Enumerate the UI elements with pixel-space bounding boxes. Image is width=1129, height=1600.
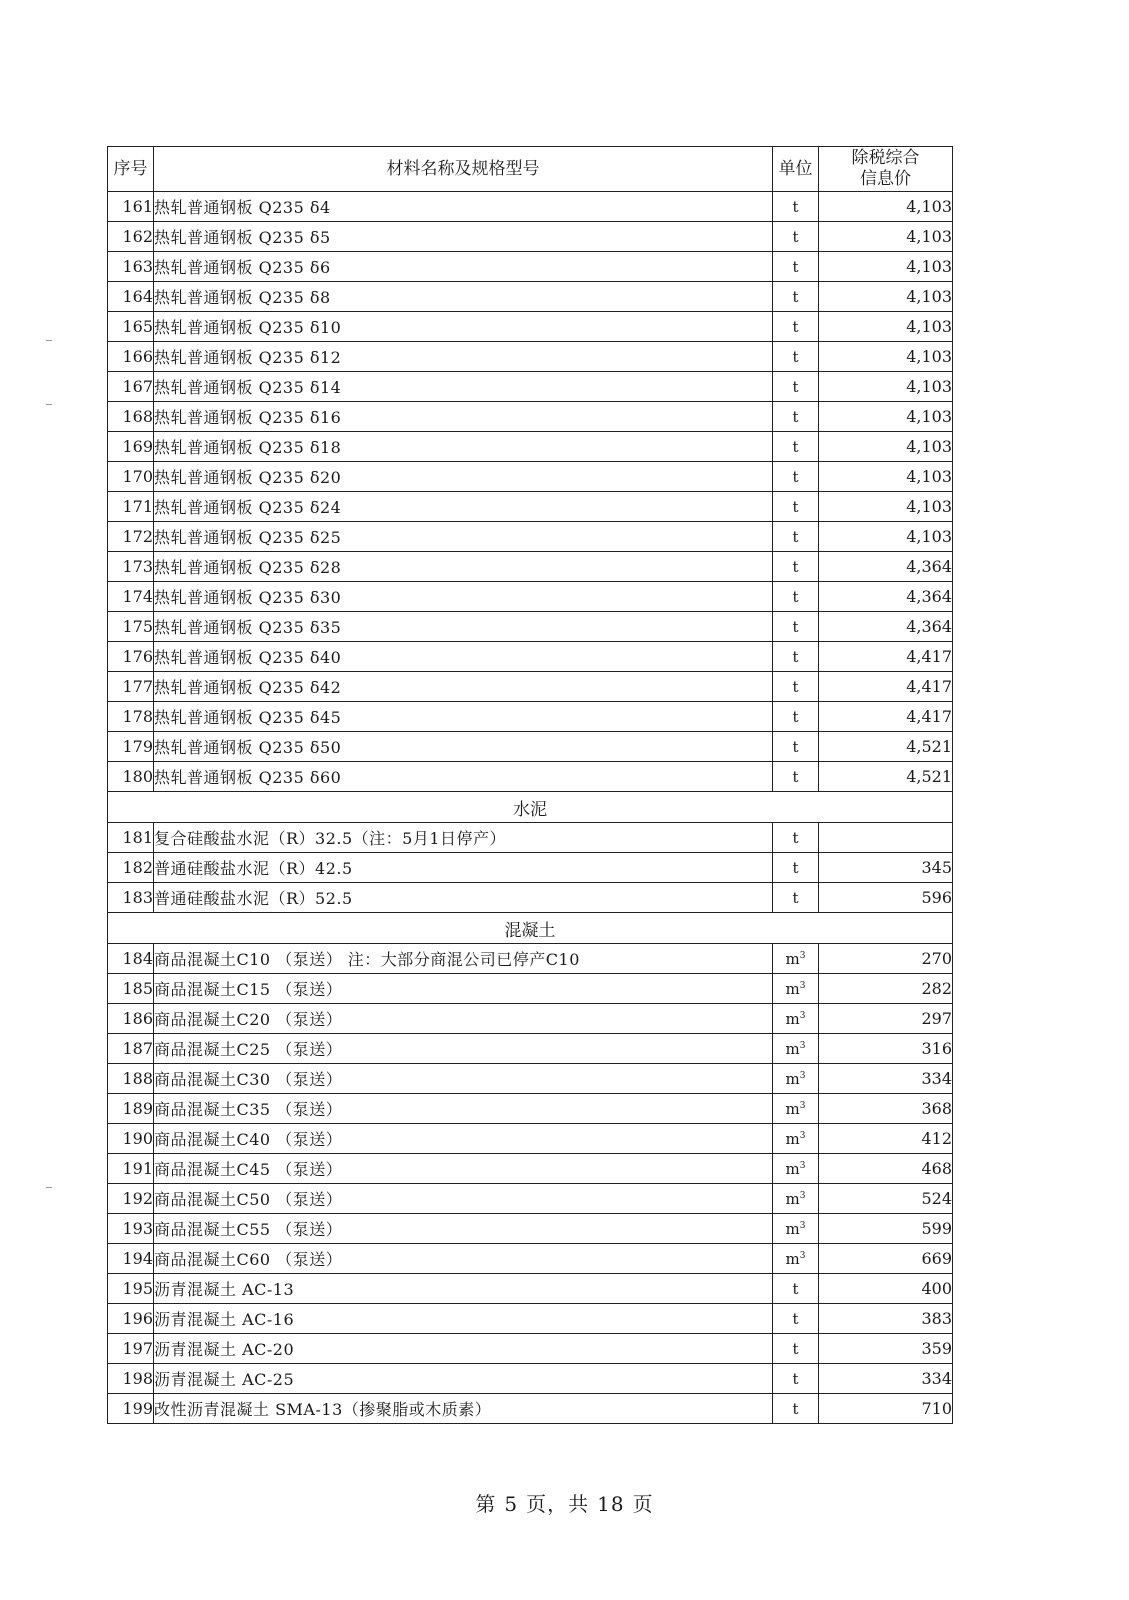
price: 4,364 xyxy=(819,612,953,642)
unit: t xyxy=(773,522,819,552)
table-row xyxy=(108,222,953,252)
row-number: 174 xyxy=(108,582,154,612)
price: 4,521 xyxy=(819,762,953,792)
table-row xyxy=(108,1154,953,1184)
unit: t xyxy=(773,552,819,582)
row-number: 178 xyxy=(108,702,154,732)
table-row xyxy=(108,462,953,492)
table-row xyxy=(108,252,953,282)
table-row xyxy=(108,432,953,462)
table-row xyxy=(108,1034,953,1064)
table-row xyxy=(108,944,953,974)
material-name: 热轧普通钢板 Q235 δ50 xyxy=(154,732,773,762)
unit: t xyxy=(773,1274,819,1304)
material-name: 热轧普通钢板 Q235 δ40 xyxy=(154,642,773,672)
row-number: 166 xyxy=(108,342,154,372)
price: 4,417 xyxy=(819,642,953,672)
material-name: 热轧普通钢板 Q235 δ5 xyxy=(154,222,773,252)
row-number: 167 xyxy=(108,372,154,402)
price: 4,103 xyxy=(819,372,953,402)
row-number: 162 xyxy=(108,222,154,252)
price: 4,103 xyxy=(819,402,953,432)
material-name: 普通硅酸盐水泥（R）42.5 xyxy=(154,853,773,883)
row-number: 182 xyxy=(108,853,154,883)
row-number: 171 xyxy=(108,492,154,522)
row-number: 191 xyxy=(108,1154,154,1184)
row-number: 198 xyxy=(108,1364,154,1394)
row-number: 175 xyxy=(108,612,154,642)
unit: $m^3$ xyxy=(773,1214,819,1244)
row-number: 186 xyxy=(108,1004,154,1034)
header-no: 序号 xyxy=(108,147,154,192)
table-row xyxy=(108,192,953,222)
unit: t xyxy=(773,1364,819,1394)
unit: t xyxy=(773,192,819,222)
header-price-line1: 除税综合 xyxy=(851,148,920,168)
price: 4,417 xyxy=(819,702,953,732)
row-number: 177 xyxy=(108,672,154,702)
material-name: 热轧普通钢板 Q235 δ35 xyxy=(154,612,773,642)
price: 383 xyxy=(819,1304,953,1334)
table-row xyxy=(108,1004,953,1034)
material-name: 热轧普通钢板 Q235 δ10 xyxy=(154,312,773,342)
table-row xyxy=(108,1094,953,1124)
material-name: 商品混凝土C15 （泵送） xyxy=(154,974,773,1004)
material-name: 热轧普通钢板 Q235 δ8 xyxy=(154,282,773,312)
footer-total-pages: 18 xyxy=(597,1492,625,1516)
unit: t xyxy=(773,342,819,372)
price: 400 xyxy=(819,1274,953,1304)
footer-current-page: 5 xyxy=(504,1492,519,1516)
material-name: 热轧普通钢板 Q235 δ18 xyxy=(154,432,773,462)
price: 4,364 xyxy=(819,582,953,612)
table-row xyxy=(108,342,953,372)
unit: t xyxy=(773,282,819,312)
material-name: 商品混凝土C50 （泵送） xyxy=(154,1184,773,1214)
table-row xyxy=(108,762,953,792)
unit: t xyxy=(773,702,819,732)
row-number: 189 xyxy=(108,1094,154,1124)
row-number: 170 xyxy=(108,462,154,492)
price: 4,364 xyxy=(819,552,953,582)
section-row xyxy=(108,792,953,823)
unit: $m^3$ xyxy=(773,1124,819,1154)
row-number: 165 xyxy=(108,312,154,342)
price: 345 xyxy=(819,853,953,883)
table-row xyxy=(108,552,953,582)
unit: $m^3$ xyxy=(773,944,819,974)
unit: t xyxy=(773,402,819,432)
unit: t xyxy=(773,612,819,642)
unit: t xyxy=(773,732,819,762)
material-name: 商品混凝土C10 （泵送） 注：大部分商混公司已停产C10 xyxy=(154,944,773,974)
unit: t xyxy=(773,222,819,252)
unit: t xyxy=(773,762,819,792)
scan-mark xyxy=(46,340,52,341)
material-name: 热轧普通钢板 Q235 δ12 xyxy=(154,342,773,372)
table-row xyxy=(108,974,953,1004)
price xyxy=(819,823,953,853)
price: 599 xyxy=(819,1214,953,1244)
table-row xyxy=(108,582,953,612)
row-number: 161 xyxy=(108,192,154,222)
unit: t xyxy=(773,1334,819,1364)
table-row xyxy=(108,823,953,853)
price: 4,103 xyxy=(819,462,953,492)
row-number: 199 xyxy=(108,1394,154,1424)
table-row xyxy=(108,1064,953,1094)
material-name: 沥青混凝土 AC-20 xyxy=(154,1334,773,1364)
row-number: 163 xyxy=(108,252,154,282)
footer-suffix: 页 xyxy=(632,1492,654,1516)
table-row xyxy=(108,1214,953,1244)
table-header-row xyxy=(108,147,953,192)
material-name: 商品混凝土C35 （泵送） xyxy=(154,1094,773,1124)
row-number: 180 xyxy=(108,762,154,792)
material-name: 热轧普通钢板 Q235 δ60 xyxy=(154,762,773,792)
price: 4,417 xyxy=(819,672,953,702)
material-name: 商品混凝土C25 （泵送） xyxy=(154,1034,773,1064)
unit: t xyxy=(773,582,819,612)
material-name: 热轧普通钢板 Q235 δ42 xyxy=(154,672,773,702)
table-row xyxy=(108,372,953,402)
unit: t xyxy=(773,432,819,462)
table-row xyxy=(108,1304,953,1334)
table-row xyxy=(108,312,953,342)
table-row xyxy=(108,1394,953,1424)
price: 359 xyxy=(819,1334,953,1364)
scan-mark xyxy=(46,1187,52,1188)
row-number: 172 xyxy=(108,522,154,552)
row-number: 187 xyxy=(108,1034,154,1064)
material-name: 商品混凝土C60 （泵送） xyxy=(154,1244,773,1274)
material-name: 沥青混凝土 AC-16 xyxy=(154,1304,773,1334)
table-row xyxy=(108,853,953,883)
material-name: 商品混凝土C40 （泵送） xyxy=(154,1124,773,1154)
material-name: 商品混凝土C45 （泵送） xyxy=(154,1154,773,1184)
unit: t xyxy=(773,642,819,672)
table-row xyxy=(108,612,953,642)
material-name: 热轧普通钢板 Q235 δ30 xyxy=(154,582,773,612)
scan-mark xyxy=(46,404,52,405)
material-name: 普通硅酸盐水泥（R）52.5 xyxy=(154,883,773,913)
unit: t xyxy=(773,492,819,522)
price: 4,103 xyxy=(819,312,953,342)
unit: t xyxy=(773,462,819,492)
unit: t xyxy=(773,1394,819,1424)
row-number: 190 xyxy=(108,1124,154,1154)
unit: t xyxy=(773,252,819,282)
unit: t xyxy=(773,853,819,883)
header-price xyxy=(819,147,953,192)
material-name: 商品混凝土C20 （泵送） xyxy=(154,1004,773,1034)
unit: $m^3$ xyxy=(773,1034,819,1064)
row-number: 169 xyxy=(108,432,154,462)
row-number: 194 xyxy=(108,1244,154,1274)
price: 270 xyxy=(819,944,953,974)
row-number: 183 xyxy=(108,883,154,913)
table-row xyxy=(108,1274,953,1304)
unit: $m^3$ xyxy=(773,1004,819,1034)
unit: t xyxy=(773,672,819,702)
header-name: 材料名称及规格型号 xyxy=(154,147,773,192)
material-name: 热轧普通钢板 Q235 δ28 xyxy=(154,552,773,582)
material-name: 热轧普通钢板 Q235 δ14 xyxy=(154,372,773,402)
row-number: 181 xyxy=(108,823,154,853)
unit: $m^3$ xyxy=(773,1064,819,1094)
table-row xyxy=(108,1244,953,1274)
table-row xyxy=(108,672,953,702)
row-number: 196 xyxy=(108,1304,154,1334)
row-number: 164 xyxy=(108,282,154,312)
material-name: 热轧普通钢板 Q235 δ16 xyxy=(154,402,773,432)
header-unit: 单位 xyxy=(773,147,819,192)
material-name: 商品混凝土C30 （泵送） xyxy=(154,1064,773,1094)
price: 4,521 xyxy=(819,732,953,762)
material-name: 热轧普通钢板 Q235 δ4 xyxy=(154,192,773,222)
header-price-line2: 信息价 xyxy=(860,169,911,189)
price: 4,103 xyxy=(819,522,953,552)
row-number: 179 xyxy=(108,732,154,762)
unit: t xyxy=(773,312,819,342)
material-name: 改性沥青混凝土 SMA-13（掺聚脂或木质素） xyxy=(154,1394,773,1424)
row-number: 184 xyxy=(108,944,154,974)
table-row xyxy=(108,1334,953,1364)
unit: $m^3$ xyxy=(773,1154,819,1184)
price: 4,103 xyxy=(819,432,953,462)
table-row xyxy=(108,642,953,672)
table-body xyxy=(108,192,953,1424)
table-row xyxy=(108,702,953,732)
row-number: 176 xyxy=(108,642,154,672)
row-number: 185 xyxy=(108,974,154,1004)
price: 4,103 xyxy=(819,222,953,252)
row-number: 173 xyxy=(108,552,154,582)
price: 710 xyxy=(819,1394,953,1424)
row-number: 188 xyxy=(108,1064,154,1094)
material-name: 复合硅酸盐水泥（R）32.5（注：5月1日停产） xyxy=(154,823,773,853)
price: 412 xyxy=(819,1124,953,1154)
section-row xyxy=(108,913,953,944)
price: 4,103 xyxy=(819,192,953,222)
table-row xyxy=(108,732,953,762)
material-name: 热轧普通钢板 Q235 δ24 xyxy=(154,492,773,522)
material-name: 热轧普通钢板 Q235 δ6 xyxy=(154,252,773,282)
material-name: 沥青混凝土 AC-25 xyxy=(154,1364,773,1394)
unit: t xyxy=(773,372,819,402)
material-name: 热轧普通钢板 Q235 δ45 xyxy=(154,702,773,732)
price-table xyxy=(107,146,953,1424)
unit: t xyxy=(773,1304,819,1334)
table-row xyxy=(108,282,953,312)
row-number: 195 xyxy=(108,1274,154,1304)
price: 368 xyxy=(819,1094,953,1124)
price: 468 xyxy=(819,1154,953,1184)
price: 282 xyxy=(819,974,953,1004)
row-number: 192 xyxy=(108,1184,154,1214)
row-number: 197 xyxy=(108,1334,154,1364)
material-name: 沥青混凝土 AC-13 xyxy=(154,1274,773,1304)
table-row xyxy=(108,1184,953,1214)
unit: $m^3$ xyxy=(773,1184,819,1214)
price: 4,103 xyxy=(819,342,953,372)
section-title: 水泥 xyxy=(108,792,953,823)
price: 334 xyxy=(819,1064,953,1094)
table-row xyxy=(108,1124,953,1154)
price: 4,103 xyxy=(819,252,953,282)
unit: $m^3$ xyxy=(773,1244,819,1274)
price: 669 xyxy=(819,1244,953,1274)
section-title: 混凝土 xyxy=(108,913,953,944)
price: 4,103 xyxy=(819,492,953,522)
material-name: 热轧普通钢板 Q235 δ20 xyxy=(154,462,773,492)
price: 596 xyxy=(819,883,953,913)
price: 524 xyxy=(819,1184,953,1214)
table-row xyxy=(108,1364,953,1394)
table-row xyxy=(108,402,953,432)
unit: $m^3$ xyxy=(773,1094,819,1124)
footer-mid: 页，共 xyxy=(526,1492,590,1516)
material-name: 热轧普通钢板 Q235 δ25 xyxy=(154,522,773,552)
unit: $m^3$ xyxy=(773,974,819,1004)
price: 4,103 xyxy=(819,282,953,312)
price: 334 xyxy=(819,1364,953,1394)
table-row xyxy=(108,492,953,522)
material-name: 商品混凝土C55 （泵送） xyxy=(154,1214,773,1244)
table-row xyxy=(108,522,953,552)
price: 297 xyxy=(819,1004,953,1034)
row-number: 168 xyxy=(108,402,154,432)
footer-prefix: 第 xyxy=(475,1492,497,1516)
row-number: 193 xyxy=(108,1214,154,1244)
unit: t xyxy=(773,823,819,853)
unit: t xyxy=(773,883,819,913)
page-footer xyxy=(0,1488,1129,1517)
price: 316 xyxy=(819,1034,953,1064)
table-row xyxy=(108,883,953,913)
